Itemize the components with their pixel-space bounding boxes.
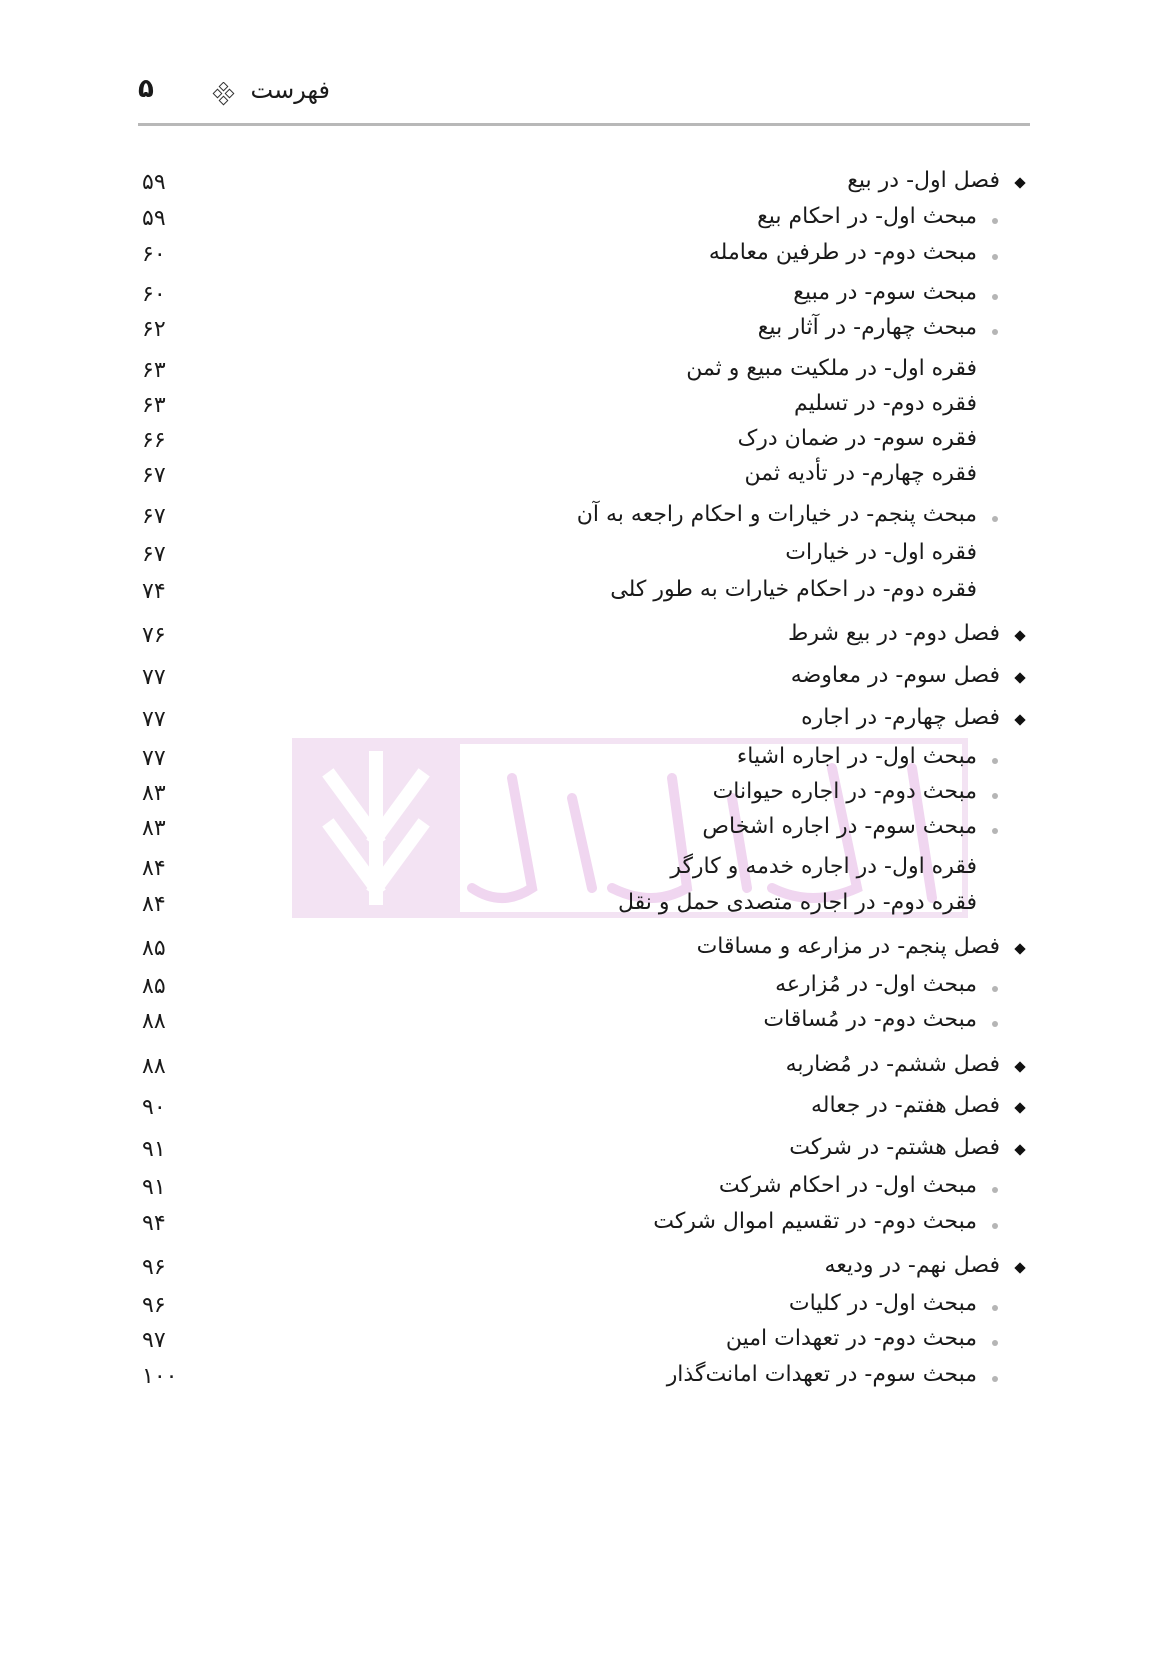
toc-chapter-entry[interactable] [0, 621, 1166, 655]
toc-entry-page: ۸۵ [142, 936, 166, 961]
toc-entry-page: ۷۷ [142, 746, 166, 771]
toc-entry-title: فقره چهارم- در تأدیه ثمن [744, 461, 977, 486]
dot-bullet-icon [992, 828, 998, 834]
toc-section-entry[interactable] [0, 280, 1166, 314]
toc-entry-page: ۸۳ [142, 816, 166, 841]
toc-entry-title: فصل هفتم- در جعاله [810, 1093, 1000, 1118]
dot-bullet-icon [992, 1376, 998, 1382]
toc-entry-page: ۵۹ [142, 206, 166, 231]
toc-entry-page: ۷۴ [142, 579, 166, 604]
toc-section-entry[interactable] [0, 1362, 1166, 1396]
toc-section-entry[interactable] [0, 315, 1166, 349]
dot-bullet-icon [992, 986, 998, 992]
dot-bullet-icon [992, 1305, 998, 1311]
toc-entry-title: فصل دوم- در بیع شرط [787, 621, 1000, 646]
toc-entry-title: مبحث اول- در کلیات [788, 1291, 977, 1316]
toc-entry-page: ۸۳ [142, 781, 166, 806]
toc-chapter-entry[interactable] [0, 168, 1166, 202]
toc-entry-title: فصل هشتم- در شرکت [789, 1135, 1000, 1160]
toc-subsection-entry[interactable] [0, 426, 1166, 460]
toc-entry-title: فقره دوم- در احکام خیارات به طور کلی [610, 577, 977, 602]
toc-section-entry[interactable] [0, 972, 1166, 1006]
diamond-bullet-icon [1014, 672, 1025, 683]
toc-subsection-entry[interactable] [0, 391, 1166, 425]
toc-entry-page: ۹۱ [142, 1175, 166, 1200]
toc-entry-page: ۶۷ [142, 504, 166, 529]
toc-entry-page: ۶۷ [142, 463, 166, 488]
dot-bullet-icon [992, 294, 998, 300]
toc-entry-title: فقره دوم- در اجاره متصدی حمل و نقل [617, 890, 977, 915]
diamond-bullet-icon [1014, 1102, 1025, 1113]
toc-section-entry[interactable] [0, 1007, 1166, 1041]
toc-entry-title: مبحث دوم- در تقسیم اموال شرکت [653, 1209, 977, 1234]
toc-entry-page: ۶۷ [142, 542, 166, 567]
toc-entry-page: ۶۰ [142, 282, 166, 307]
toc-subsection-entry[interactable] [0, 854, 1166, 888]
toc-section-entry[interactable] [0, 1326, 1166, 1360]
toc-entry-title: مبحث پنجم- در خیارات و احکام راجعه به آن [576, 502, 977, 527]
diamond-ornament-icon [212, 82, 236, 106]
toc-entry-page: ۹۱ [142, 1137, 166, 1162]
toc-entry-title: فصل نهم- در ودیعه [824, 1253, 1000, 1278]
toc-entry-title: مبحث دوم- در مُساقات [763, 1007, 977, 1032]
toc-entry-title: فصل سوم- در معاوضه [790, 663, 1000, 688]
toc-entry-page: ۸۸ [142, 1009, 166, 1034]
toc-entry-page: ۹۶ [142, 1255, 166, 1280]
toc-chapter-entry[interactable] [0, 663, 1166, 697]
toc-section-entry[interactable] [0, 1173, 1166, 1207]
toc-entry-page: ۷۷ [142, 665, 166, 690]
toc-entry-page: ۹۰ [142, 1095, 166, 1120]
toc-section-entry[interactable] [0, 814, 1166, 848]
toc-chapter-entry[interactable] [0, 1052, 1166, 1086]
toc-chapter-entry[interactable] [0, 1253, 1166, 1287]
toc-entry-title: فقره اول- در خیارات [785, 540, 977, 565]
toc-subsection-entry[interactable] [0, 890, 1166, 924]
toc-entry-title: مبحث سوم- در مبیع [793, 280, 977, 305]
toc-entry-title: مبحث چهارم- در آثار بیع [757, 315, 977, 340]
toc-entry-title: فقره دوم- در تسلیم [793, 391, 977, 416]
toc-entry-title: فصل ششم- در مُضاربه [785, 1052, 1000, 1077]
toc-chapter-entry[interactable] [0, 705, 1166, 739]
diamond-bullet-icon [1014, 943, 1025, 954]
toc-entry-title: مبحث اول- در اجاره اشیاء [736, 744, 977, 769]
toc-entry-title: مبحث اول- در مُزارعه [775, 972, 977, 997]
toc-entry-title: فقره سوم- در ضمان درک [737, 426, 977, 451]
dot-bullet-icon [992, 218, 998, 224]
toc-entry-page: ۸۸ [142, 1054, 166, 1079]
toc-section-entry[interactable] [0, 779, 1166, 813]
toc-entry-page: ۸۵ [142, 974, 166, 999]
toc-entry-title: مبحث اول- در احکام شرکت [718, 1173, 977, 1198]
header-divider [138, 123, 1030, 126]
toc-entry-page: ۶۳ [142, 393, 166, 418]
toc-chapter-entry[interactable] [0, 1093, 1166, 1127]
toc-entry-page: ۶۳ [142, 358, 166, 383]
toc-subsection-entry[interactable] [0, 356, 1166, 390]
toc-entry-title: مبحث دوم- در اجاره حیوانات [712, 779, 977, 804]
toc-entry-title: فصل چهارم- در اجاره [801, 705, 1000, 730]
toc-chapter-entry[interactable] [0, 1135, 1166, 1169]
toc-entry-page: ۶۰ [142, 242, 166, 267]
toc-subsection-entry[interactable] [0, 540, 1166, 574]
toc-entry-page: ۹۴ [142, 1211, 166, 1236]
toc-entry-page: ۸۴ [142, 856, 166, 881]
diamond-bullet-icon [1014, 714, 1025, 725]
toc-entry-page: ۱۰۰ [142, 1364, 178, 1389]
dot-bullet-icon [992, 254, 998, 260]
toc-entry-title: مبحث دوم- در طرفین معامله [708, 240, 977, 265]
page-number: ۵ [138, 74, 154, 104]
diamond-bullet-icon [1014, 1262, 1025, 1273]
dot-bullet-icon [992, 758, 998, 764]
toc-section-entry[interactable] [0, 744, 1166, 778]
toc-entry-page: ۹۶ [142, 1293, 166, 1318]
toc-section-entry[interactable] [0, 1209, 1166, 1243]
dot-bullet-icon [992, 1021, 998, 1027]
toc-entry-title: فصل اول- در بیع [847, 168, 1000, 193]
dot-bullet-icon [992, 1340, 998, 1346]
toc-subsection-entry[interactable] [0, 461, 1166, 495]
dot-bullet-icon [992, 329, 998, 335]
toc-entry-page: ۷۷ [142, 707, 166, 732]
diamond-bullet-icon [1014, 1061, 1025, 1072]
running-title: فهرست [250, 76, 330, 104]
toc-section-entry[interactable] [0, 204, 1166, 238]
toc-entry-title: فقره اول- در اجاره خدمه و کارگر [670, 854, 977, 879]
diamond-bullet-icon [1014, 177, 1025, 188]
dot-bullet-icon [992, 1187, 998, 1193]
toc-section-entry[interactable] [0, 502, 1166, 536]
dot-bullet-icon [992, 1223, 998, 1229]
toc-entry-page: ۹۷ [142, 1328, 166, 1353]
toc-entry-page: ۷۶ [142, 623, 166, 648]
toc-entry-title: فصل پنجم- در مزارعه و مساقات [696, 934, 1000, 959]
toc-section-entry[interactable] [0, 240, 1166, 274]
toc-entry-page: ۶۶ [142, 428, 166, 453]
toc-entry-title: مبحث دوم- در تعهدات امین [725, 1326, 977, 1351]
diamond-bullet-icon [1014, 1144, 1025, 1155]
toc-subsection-entry[interactable] [0, 577, 1166, 611]
toc-entry-title: مبحث سوم- در تعهدات امانت‌گذار [666, 1362, 977, 1387]
toc-section-entry[interactable] [0, 1291, 1166, 1325]
toc-entry-page: ۶۲ [142, 317, 166, 342]
diamond-bullet-icon [1014, 630, 1025, 641]
toc-entry-title: مبحث سوم- در اجاره اشخاص [702, 814, 977, 839]
toc-entry-page: ۸۴ [142, 892, 166, 917]
toc-entry-title: مبحث اول- در احکام بیع [757, 204, 977, 229]
toc-entry-page: ۵۹ [142, 170, 166, 195]
dot-bullet-icon [992, 516, 998, 522]
toc-entry-title: فقره اول- در ملکیت مبیع و ثمن [686, 356, 977, 381]
toc-chapter-entry[interactable] [0, 934, 1166, 968]
dot-bullet-icon [992, 793, 998, 799]
